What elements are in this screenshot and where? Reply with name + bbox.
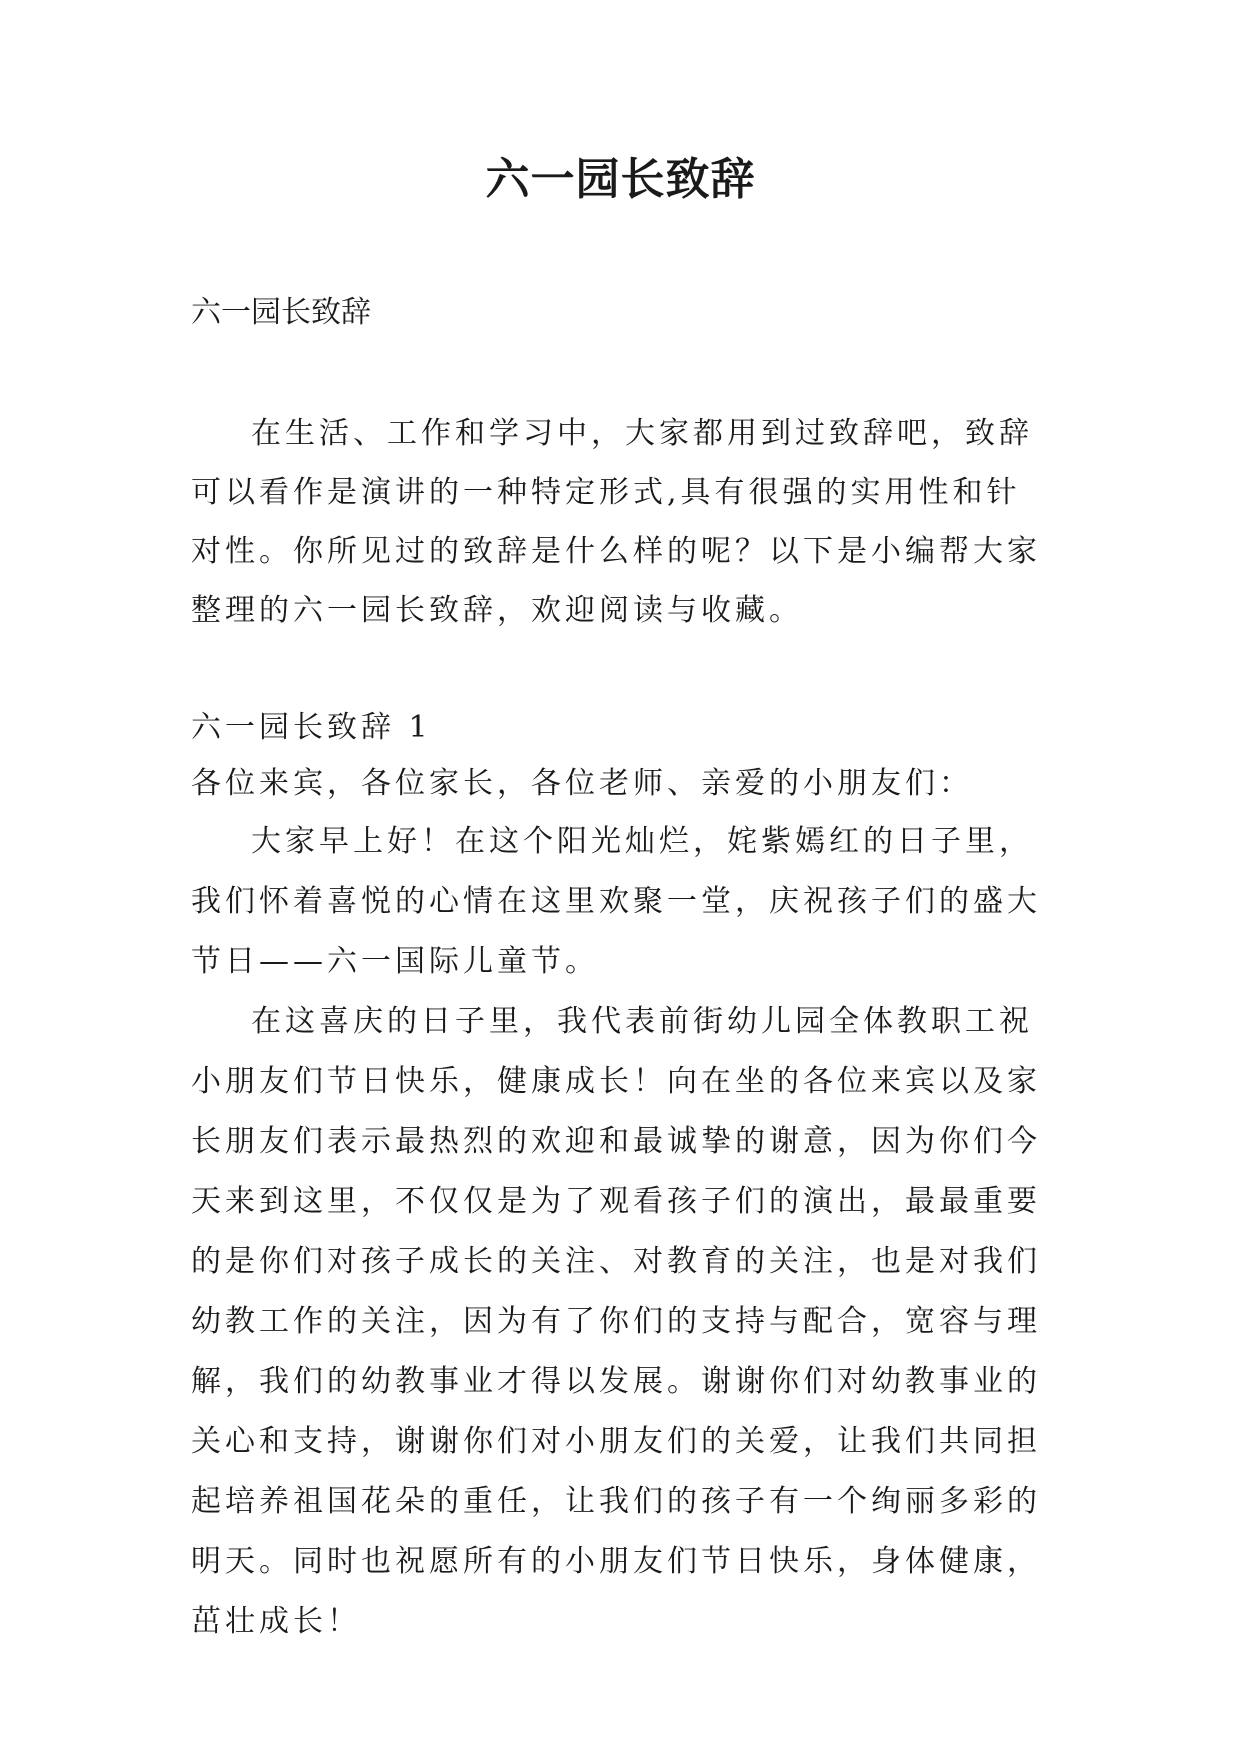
body-paragraph: 大家早上好！在这个阳光灿烂，姹紫嫣红的日子里，我们怀着喜悦的心情在这里欢聚一堂，庆祝孩子们的盛大节日——六一国际儿童节。	[191, 824, 1041, 979]
document-title: 六一园长致辞	[485, 154, 756, 205]
document-subtitle: 六一园长致辞	[191, 295, 371, 330]
salutation: 各位来宾，各位家长，各位老师、亲爱的小朋友们：	[191, 766, 973, 801]
section-heading: 六一园长致辞 1	[191, 710, 432, 745]
intro-paragraph: 在生活、工作和学习中，大家都用到过致辞吧，致辞可以看作是演讲的一种特定形式,具有很强的实用性和针对性。你所见过的致辞是什么样的呢？以下是小编帮大家整理的六一园长致辞，欢迎阅读与收藏。	[191, 416, 1041, 628]
body-paragraph: 在这喜庆的日子里，我代表前街幼儿园全体教职工祝小朋友们节日快乐，健康成长！向在坐的各位来宾以及家长朋友们表示最热烈的欢迎和最诚挚的谢意，因为你们今天来到这里，不仅仅是为了观看孩子们的演出，最最重要的是你们对孩子成长的关注、对教育的关注，也是对我们幼教工作的关注，因为有了你们的支持与配合，宽容与理解，我们的幼教事业才得以发展。谢谢你们对幼教事业的关心和支持，谢谢你们对小朋友们的关爱，让我们共同担起培养祖国花朵的重任，让我们的孩子有一个绚丽多彩的明天。同时也祝愿所有的小朋友们节日快乐，身体健康，茁壮成长！	[191, 1004, 1041, 1639]
section-1	[191, 700, 1053, 1652]
